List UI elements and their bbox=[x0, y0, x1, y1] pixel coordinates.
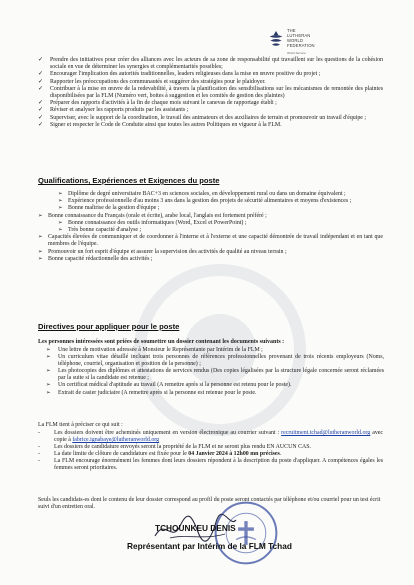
recruitment-email-link[interactable]: recruitment.tchad@lutheranworld.org bbox=[281, 430, 371, 436]
list-item bbox=[38, 249, 383, 256]
list-item-text: Extrait de casier judiciaire (A remettre après si la personne est retenue pour le poste. bbox=[58, 389, 257, 396]
checkmark-icon: ✓ bbox=[38, 71, 44, 78]
bullet-icon: ➢ bbox=[38, 248, 43, 255]
bullet-icon: ➢ bbox=[46, 354, 51, 361]
list-item-text: Bonne capacité rédactionnelle des activités ; bbox=[48, 255, 153, 262]
list-item bbox=[38, 100, 383, 107]
list-item-text: Bonne connaissance des outils informatiques (Word, Excel et PowerPoint) ; bbox=[68, 219, 247, 226]
bullet-icon: ➢ bbox=[46, 347, 51, 353]
list-item bbox=[38, 220, 383, 227]
list-item-text: Bonne connaissance du Français (orale et écrite), arabe local, l'anglais est fortement préféré ; bbox=[48, 212, 267, 219]
bullet-icon: ➢ bbox=[58, 219, 63, 226]
list-item-text: Capacités élevées de communiquer et de coordonner à l'interne et à l'externe et une capacité démontrée de travail indépendant et en tant que membres de l'équipe. bbox=[48, 234, 383, 248]
responsibilities-list bbox=[38, 57, 383, 129]
list-item-text: Promouvoir un fort esprit d'équipe et assurer la supervision des activités de qualité au niveau terrain ; bbox=[48, 248, 287, 255]
list-item bbox=[38, 458, 383, 472]
list-item bbox=[38, 430, 383, 444]
list-item-text: La date limite de clôture de candidature est fixée pour le 04 Janvier 2024 à 12h00 mn précises. bbox=[54, 451, 282, 458]
qualifications-list bbox=[38, 191, 383, 263]
list-item bbox=[38, 57, 383, 71]
checkmark-icon: ✓ bbox=[38, 85, 44, 92]
list-item bbox=[44, 354, 384, 368]
list-item-text: avec copie à bbox=[54, 430, 383, 444]
logo-line: THE bbox=[287, 28, 296, 33]
list-item-text: Un certificat médical d'aptitude au travail (A remettre après si la personne est retenu pour le poste). bbox=[58, 382, 292, 389]
list-item-text: Rapporter les préoccupations des communautés et suggérer des stratégies pour le plaidoyer. bbox=[50, 78, 266, 85]
logo-line: FEDERATION bbox=[287, 43, 315, 48]
list-item bbox=[38, 107, 383, 114]
dash-icon: - bbox=[38, 458, 40, 465]
dash-icon: - bbox=[38, 444, 40, 451]
bullet-icon: ➢ bbox=[46, 368, 51, 375]
checkmark-icon: ✓ bbox=[38, 100, 44, 107]
list-item bbox=[38, 198, 383, 205]
logo-line: LUTHERAN bbox=[287, 33, 311, 38]
list-item-text: Les photocopies des diplômes et attestations de services rendus (Des copies légalisées par la structure légale concernée seront réclamées par la suite si la candidate est retenue ; bbox=[58, 368, 384, 382]
lwf-logo bbox=[268, 28, 328, 58]
signatory-title: Représentant par Intérim de la FLM Tchad bbox=[127, 541, 292, 551]
list-item-text: Expérience professionnelle d'au moins 3 ans dans la gestion des projets de sécurité alimentaires et moyens d'existences ; bbox=[68, 198, 352, 205]
bullet-icon: ➢ bbox=[58, 198, 63, 205]
list-item bbox=[38, 234, 383, 248]
list-item bbox=[38, 115, 383, 122]
list-item-text: Préparer des rapports d'activités à la fin de chaque mois suivant le canevas de rapportage établi ; bbox=[50, 100, 277, 107]
apply-intro: Les personnes intéressées sont priées de soumettre un dossier contenant les documents suivants : bbox=[38, 339, 285, 345]
checkmark-icon: ✓ bbox=[38, 107, 44, 114]
logo-wordmark bbox=[287, 28, 315, 48]
list-item bbox=[44, 368, 384, 382]
list-item-text: Un curriculum vitae détaillé incluant trois personnes de références professionnelles provenant de trois récents employeurs (Noms, téléphone, courriel, organisation et position de la personne) ; bbox=[58, 354, 384, 368]
list-item bbox=[38, 122, 383, 129]
dash-icon: - bbox=[38, 451, 40, 458]
list-item-text: La FLM encourage énormément les femmes dont leurs dossiers répondent à la description du poste d'appliquer. A compétences égales les femmes seront prioritaires. bbox=[54, 458, 383, 472]
list-item bbox=[38, 79, 383, 86]
list-item-text: Bonne maîtrise de la gestion d'équipe ; bbox=[68, 205, 160, 212]
logo-line: WORLD bbox=[287, 38, 304, 43]
list-item-text: Une lettre de motivation adressée à Monsieur le Représentante par Intérim de la FLM ; bbox=[58, 347, 263, 353]
apply-documents-list bbox=[44, 347, 384, 397]
list-item bbox=[38, 71, 383, 78]
bullet-icon: ➢ bbox=[58, 205, 63, 212]
checkmark-icon: ✓ bbox=[38, 121, 44, 128]
logo-subline: World Service bbox=[287, 51, 306, 55]
list-item-text: Encourager l'implication des autorités traditionnelles, leaders religieuses dans la mise en œuvre positive du projet ; bbox=[50, 71, 321, 78]
checkmark-icon: ✓ bbox=[38, 78, 44, 85]
checkmark-icon: ✓ bbox=[38, 114, 44, 121]
flm-note: La FLM tient à préciser ce qui suit : bbox=[38, 422, 123, 428]
list-item bbox=[38, 227, 383, 234]
qualifications-heading: Qualifications, Expériences et Exigences du poste bbox=[38, 176, 220, 185]
list-item-text: Réviser et analyser les rapports produits par les assistants ; bbox=[50, 107, 189, 114]
list-item bbox=[38, 86, 383, 100]
list-item-text: Les dossiers de candidature envoyés seront la propriété de la FLM et ne seront plus rendu EN AUCUN CAS. bbox=[54, 444, 312, 451]
checkmark-icon: ✓ bbox=[38, 57, 44, 63]
list-item bbox=[38, 213, 383, 220]
dash-icon: - bbox=[38, 430, 40, 436]
bullet-icon: ➢ bbox=[58, 191, 63, 197]
flm-conditions-list bbox=[38, 430, 383, 473]
list-item-text: Diplôme de degré universitaire BAC+3 en sciences sociales, en développement rural ou dans un domaine équivalent ; bbox=[68, 191, 346, 197]
list-item-text: Les dossiers doivent être acheminés uniquement en version électronique au courrier suivant : bbox=[54, 430, 282, 436]
list-item bbox=[38, 256, 383, 263]
list-item bbox=[44, 390, 384, 397]
lwf-emblem-icon bbox=[268, 30, 284, 48]
list-item-text: Prendre des initiatives pour créer des alliances avec les acteurs de sa zone de responsabilité qui travaillent sur les questions de la cohésion sociale en vue de déterminer les synergies et complémentarités possibles; bbox=[50, 57, 383, 71]
bullet-icon: ➢ bbox=[58, 227, 63, 234]
closing-paragraph: Seuls les candidats-es dont le contenu de leur dossier correspond au profil du poste seront contactés par téléphone et/ou courriel pour un test écrit suivi d'un entretien oral. bbox=[38, 497, 381, 511]
copy-email-link[interactable]: fabrice.ignabaye@lutheranworld.org bbox=[72, 437, 160, 444]
list-item-text: Très bonne capacité d'analyse ; bbox=[68, 227, 142, 234]
list-item-text: Signer et respecter le Code de Conduite ainsi que toutes les autres Politiques en vigueur à la FLM. bbox=[50, 121, 282, 128]
list-item-text: Contribuer à la mise en œuvre de la redevabilité, à travers la planification des sensibilisations sur les mécanismes de remontée des plaintes disponibilisées par la FLM (Numéro vert, boites à suggestion et les comités de gestion des plaintes) bbox=[50, 85, 383, 100]
list-item bbox=[38, 205, 383, 212]
bullet-icon: ➢ bbox=[46, 382, 51, 389]
bullet-icon: ➢ bbox=[38, 234, 43, 241]
bullet-icon: ➢ bbox=[38, 212, 43, 219]
signatory-name: TCHOUNKEU DENIS bbox=[155, 523, 236, 533]
list-item-text: Superviser, avec le support de la coordination, le travail des animateurs et des auxiliaires de terrain et promouvoir un travail d'équipe ; bbox=[50, 114, 367, 121]
bullet-icon: ➢ bbox=[46, 389, 51, 396]
bullet-icon: ➢ bbox=[38, 255, 43, 262]
apply-heading: Directives pour appliquer pour le poste bbox=[38, 322, 180, 331]
list-item bbox=[44, 382, 384, 389]
